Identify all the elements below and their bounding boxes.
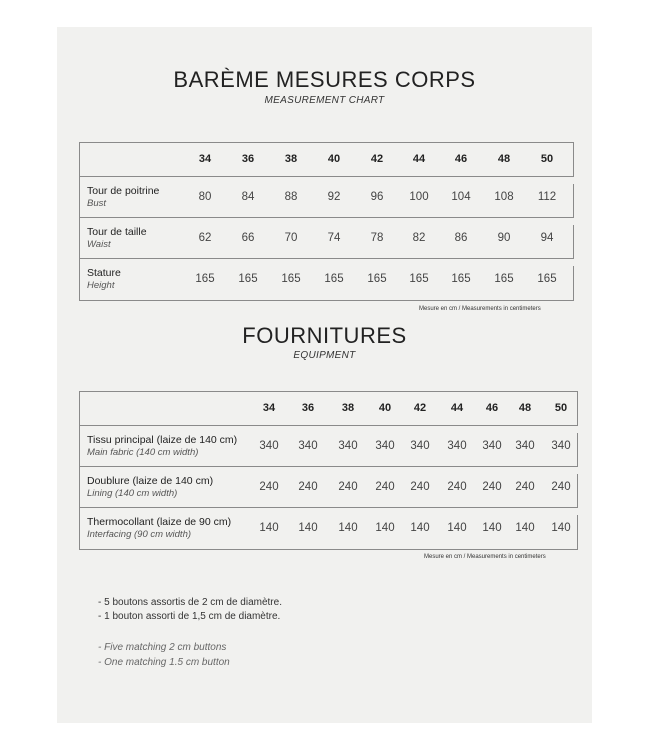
measurement-value-cell: 165 [281, 273, 301, 285]
equipment-row-label: Thermocollant (laize de 90 cm) [87, 516, 232, 528]
measurement-row-right-border [573, 225, 574, 259]
measurement-size-header: 50 [540, 153, 554, 165]
measurement-size-header: 40 [327, 153, 341, 165]
measurement-table [79, 142, 573, 300]
equipment-value-cell: 140 [375, 522, 395, 534]
pattern-sheet [57, 27, 592, 723]
measurement-row-label: Tour de taille [87, 226, 147, 238]
measurement-value-cell: 112 [537, 191, 557, 203]
measurement-row-sublabel: Waist [87, 239, 111, 250]
measurement-value-cell: 165 [451, 273, 471, 285]
measurement-value-cell: 165 [195, 273, 215, 285]
equipment-value-cell: 140 [410, 522, 430, 534]
measurement-value-cell: 165 [367, 273, 387, 285]
measurement-value-cell: 78 [370, 232, 384, 244]
measurement-value-cell: 84 [241, 191, 255, 203]
note-fr-1: - 5 boutons assortis de 2 cm de diamètre. [98, 597, 282, 608]
measurement-size-header: 38 [284, 153, 298, 165]
measurement-row-label: Tour de poitrine [87, 185, 160, 197]
measurement-size-header: 36 [241, 153, 255, 165]
measurement-value-cell: 88 [284, 191, 298, 203]
measurement-size-header: 34 [198, 153, 212, 165]
measurement-value-cell: 165 [324, 273, 344, 285]
equipment-value-cell: 140 [482, 522, 502, 534]
equipment-value-cell: 140 [298, 522, 318, 534]
equipment-value-cell: 240 [482, 481, 502, 493]
measurement-title: BARÈME MESURES CORPS [173, 67, 476, 92]
equipment-value-cell: 240 [338, 481, 358, 493]
measurement-value-cell: 74 [327, 232, 341, 244]
measurement-row-sublabel: Bust [87, 198, 107, 209]
measurement-value-cell: 104 [451, 191, 471, 203]
measurement-value-cell: 165 [409, 273, 429, 285]
measurement-value-cell: 165 [494, 273, 514, 285]
equipment-value-cell: 240 [298, 481, 318, 493]
equipment-row-label: Doublure (laize de 140 cm) [87, 475, 214, 487]
equipment-note: Mesure en cm / Measurements in centimeters [424, 554, 546, 560]
equipment-value-cell: 340 [482, 440, 502, 452]
measurement-size-header: 46 [454, 153, 468, 165]
equipment-row-label: Tissu principal (laize de 140 cm) [87, 434, 238, 446]
measurement-value-cell: 90 [497, 232, 511, 244]
equipment-value-cell: 140 [259, 522, 279, 534]
equipment-value-cell: 340 [298, 440, 318, 452]
note-en-2: - One matching 1.5 cm button [98, 657, 230, 668]
measurement-row-label: Stature [87, 267, 121, 279]
measurement-value-cell: 165 [537, 273, 557, 285]
measurement-value-cell: 94 [540, 232, 554, 244]
equipment-value-cell: 240 [375, 481, 395, 493]
measurement-size-header: 42 [370, 153, 384, 165]
measurement-value-cell: 92 [327, 191, 341, 203]
equipment-table [79, 391, 577, 549]
equipment-value-cell: 340 [338, 440, 358, 452]
equipment-row-sublabel: Main fabric (140 cm width) [87, 447, 199, 458]
measurement-subtitle: MEASUREMENT CHART [264, 95, 385, 106]
measurement-row-right-border [573, 184, 574, 218]
equipment-size-header: 34 [262, 402, 276, 414]
measurement-value-cell: 96 [370, 191, 384, 203]
note-en-1: - Five matching 2 cm buttons [98, 642, 227, 653]
equipment-size-header: 36 [301, 402, 315, 414]
equipment-value-cell: 240 [410, 481, 430, 493]
equipment-row-sublabel: Lining (140 cm width) [87, 488, 178, 499]
measurement-value-cell: 82 [412, 232, 426, 244]
equipment-size-header: 38 [341, 402, 355, 414]
equipment-value-cell: 240 [259, 481, 279, 493]
equipment-value-cell: 140 [515, 522, 535, 534]
equipment-value-cell: 340 [410, 440, 430, 452]
equipment-row-sublabel: Interfacing (90 cm width) [87, 529, 192, 540]
measurement-value-cell: 100 [409, 191, 429, 203]
measurement-value-cell: 66 [241, 232, 255, 244]
equipment-value-cell: 140 [447, 522, 467, 534]
measurement-row-right-border [573, 266, 574, 300]
equipment-size-header: 50 [554, 402, 568, 414]
measurement-value-cell: 108 [494, 191, 514, 203]
equipment-size-header: 48 [518, 402, 532, 414]
equipment-value-cell: 340 [447, 440, 467, 452]
equipment-title: FOURNITURES [242, 323, 407, 348]
equipment-value-cell: 240 [515, 481, 535, 493]
equipment-header-right-border [577, 391, 578, 425]
measurement-value-cell: 70 [284, 232, 298, 244]
measurement-row-sublabel: Height [87, 280, 115, 291]
measurement-size-header: 44 [412, 153, 426, 165]
note-fr-2: - 1 bouton assorti de 1,5 cm de diamètre. [98, 611, 281, 622]
equipment-value-cell: 240 [551, 481, 571, 493]
measurement-note: Mesure en cm / Measurements in centimeters [419, 306, 541, 312]
equipment-size-header: 46 [485, 402, 499, 414]
equipment-value-cell: 340 [259, 440, 279, 452]
equipment-value-cell: 240 [447, 481, 467, 493]
measurement-header-right-border [573, 142, 574, 176]
equipment-value-cell: 140 [338, 522, 358, 534]
equipment-size-header: 40 [378, 402, 392, 414]
measurement-size-header: 48 [497, 153, 511, 165]
measurement-value-cell: 80 [198, 191, 212, 203]
equipment-size-header: 42 [413, 402, 427, 414]
equipment-value-cell: 140 [551, 522, 571, 534]
equipment-value-cell: 340 [375, 440, 395, 452]
measurement-value-cell: 86 [454, 232, 468, 244]
measurement-value-cell: 62 [198, 232, 212, 244]
equipment-size-header: 44 [450, 402, 464, 414]
measurement-value-cell: 165 [238, 273, 258, 285]
equipment-value-cell: 340 [515, 440, 535, 452]
equipment-value-cell: 340 [551, 440, 571, 452]
equipment-subtitle: EQUIPMENT [293, 350, 356, 361]
